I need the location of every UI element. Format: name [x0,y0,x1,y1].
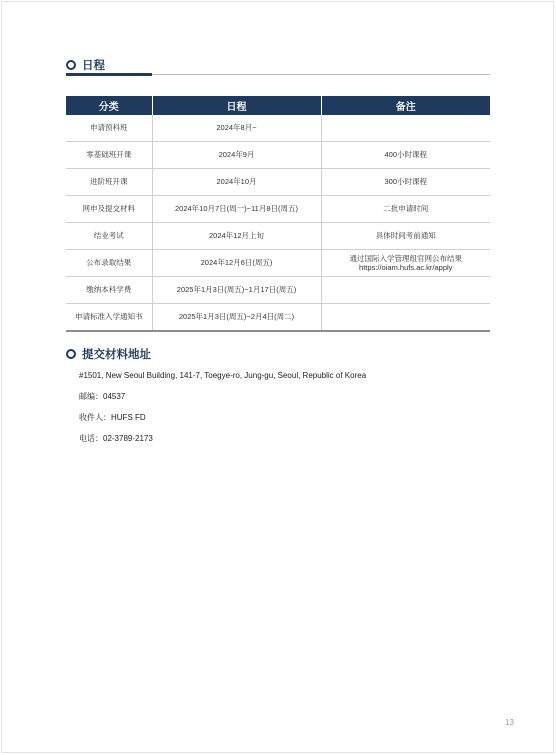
cell-date: 2024年10月7日(周一)~11月8日(周五) [152,196,321,223]
cell-category: 申请预科班 [66,115,152,142]
table-row [66,169,490,196]
header-note: 备注 [321,96,490,115]
recipient-line: 收件人：HUFS FD [79,413,146,422]
schedule-title: 日程 [82,60,105,72]
cell-date: 2024年10月 [152,169,321,196]
postcode-line: 邮编：04537 [79,392,126,401]
address-heading [66,346,151,362]
table-row [66,250,490,277]
cell-date: 2024年8月~ [152,115,321,142]
table-row [66,196,490,223]
table-row [66,223,490,250]
circle-bullet-icon [66,60,76,70]
phone-line: 电话：02-3789-2173 [79,434,153,443]
cell-date: 2024年12月上旬 [152,223,321,250]
header-date: 日程 [152,96,321,115]
cell-category: 网申及提交材料 [66,196,152,223]
circle-bullet-icon [66,349,76,359]
page-number: 13 [505,718,514,727]
table-row [66,304,490,332]
cell-date: 2024年9月 [152,142,321,169]
cell-category: 进阶班开课 [66,169,152,196]
cell-date: 2025年1月3日(周五)~1月17日(周五) [152,277,321,304]
cell-date: 2025年1月3日(周五)~2月4日(周二) [152,304,321,332]
schedule-table [66,96,490,332]
cell-category: 公布录取结果 [66,250,152,277]
heading-rule-accent [66,73,152,76]
table-row [66,115,490,142]
table-row [66,142,490,169]
cell-category: 零基础班开课 [66,142,152,169]
table-row [66,277,490,304]
address-line: #1501, New Seoul Building, 141-7, Toegye-ro, Jung-gu, Seoul, Republic of Korea [79,371,367,380]
cell-note: 400小时课程 [321,142,490,169]
cell-note: 300小时课程 [321,169,490,196]
note-url: https://oiam.hufs.ac.kr/apply [359,263,453,272]
table-header-row [66,96,490,115]
address-title: 提交材料地址 [82,349,151,361]
cell-category: 缴纳本科学费 [66,277,152,304]
cell-category: 结业考试 [66,223,152,250]
address-block [79,365,366,449]
cell-note [321,277,490,304]
cell-note [321,250,490,277]
cell-note: 具体时间考前通知 [321,223,490,250]
header-category: 分类 [66,96,152,115]
cell-category: 申请标准入学通知书 [66,304,152,332]
cell-note [321,115,490,142]
cell-note [321,304,490,332]
schedule-heading [66,57,105,73]
note-text: 通过国际入学管理组官网公布结果 [349,253,462,263]
cell-note: 二批申请时间 [321,196,490,223]
cell-date: 2024年12月6日(周五) [152,250,321,277]
